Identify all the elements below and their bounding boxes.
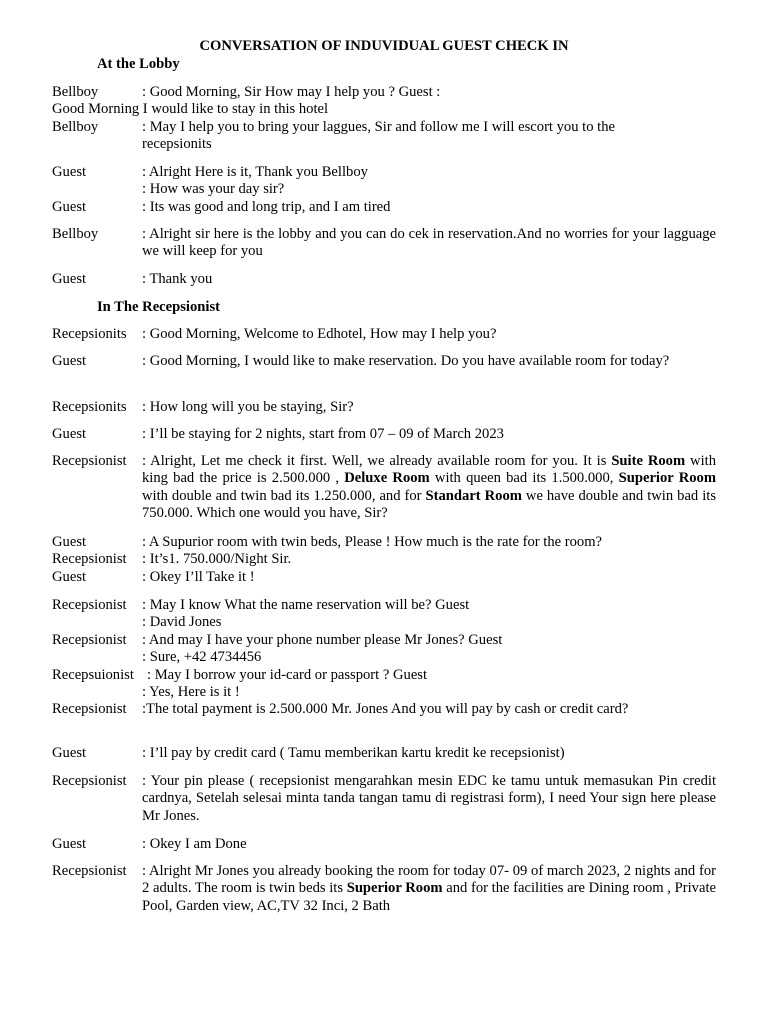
- utterance: Good Morning I would like to stay in this hotel: [52, 101, 329, 117]
- dialogue-block: [52, 226, 716, 261]
- room-type-standart: Standart Room: [425, 487, 522, 504]
- utterance: : May I borrow your id-card or passport ? Guest: [147, 667, 428, 683]
- page-title: CONVERSATION OF INDUVIDUAL GUEST CHECK IN: [199, 38, 569, 54]
- room-type-superior: Superior Room: [618, 470, 716, 487]
- utterance: : Good Morning, I would like to make reservation. Do you have available room for today?: [142, 353, 670, 369]
- dialogue-line: [52, 119, 716, 136]
- speaker: Recepsionist: [52, 863, 127, 879]
- dialogue-continuation: : How was your day sir?: [142, 181, 285, 197]
- utterance: : Good Morning, Sir How may I help you ? Guest :: [142, 84, 441, 100]
- speaker: Guest: [52, 836, 87, 852]
- dialogue-line: [52, 534, 716, 551]
- dialogue-line: [52, 667, 716, 684]
- utterance: : Good Morning, Welcome to Edhotel, How may I help you?: [142, 326, 497, 342]
- dialogue-line: [52, 399, 716, 416]
- speaker: Bellboy: [52, 84, 99, 100]
- dialogue-block: [52, 453, 716, 522]
- speaker: Guest: [52, 353, 87, 369]
- utterance: : May I help you to bring your laggues, Sir and follow me I will escort you to the: [142, 119, 615, 135]
- room-type-superior: Superior Room: [346, 880, 443, 897]
- section-heading-lobby: At the Lobby: [97, 56, 180, 72]
- utterance: : Your pin please ( recepsionist mengarahkan mesin EDC ke tamu untuk memasukan Pin credit cardnya, Setelah selesai minta tanda tangan tamu di registrasi form), I need Your sign here please Mr Jones.: [142, 773, 716, 824]
- speaker: Guest: [52, 745, 87, 761]
- utterance: : And may I have your phone number please Mr Jones? Guest: [142, 632, 503, 648]
- dialogue-block: [52, 353, 716, 370]
- dialogue-line: [52, 597, 716, 614]
- utterance: : How long will you be staying, Sir?: [142, 399, 354, 415]
- dialogue-line: [52, 101, 716, 118]
- utterance: : Its was good and long trip, and I am tired: [142, 199, 391, 215]
- utterance: : Alright Mr Jones you already booking the room for today 07- 09 of march 2023, 2 nights and for 2 adults. The room is twin beds its Superior Room and for the facilities are Dining room , Private Pool, Garden view, AC,TV 32 Inci, 2 Bath: [142, 863, 716, 914]
- dialogue-continuation: : Yes, Here is it !: [142, 684, 240, 700]
- utterance: : I’ll be staying for 2 nights, start from 07 – 09 of March 2023: [142, 426, 504, 442]
- dialogue-line: [52, 199, 716, 216]
- room-type-suite: Suite Room: [611, 453, 686, 469]
- section-heading-recepsionist: In The Recepsionist: [97, 299, 220, 315]
- dialogue-line: [52, 569, 716, 586]
- dialogue-block: [52, 701, 716, 718]
- speaker: Recepsionits: [52, 399, 127, 415]
- room-type-deluxe: Deluxe Room: [344, 470, 430, 487]
- dialogue-line: [52, 164, 716, 181]
- dialogue-block: [52, 863, 716, 915]
- dialogue-continuation: recepsionits: [142, 136, 212, 152]
- speaker: Recepsionist: [52, 597, 127, 613]
- dialogue-line: [52, 271, 716, 288]
- dialogue-line: [52, 836, 716, 853]
- dialogue-line: [52, 745, 716, 762]
- dialogue-line: [52, 84, 716, 101]
- dialogue-continuation: : Sure, +42 4734456: [142, 649, 262, 665]
- dialogue-line: [52, 326, 716, 343]
- utterance: : Alright, Let me check it first. Well, we already available room for you. It is Suite Room with king bad the price is 2.500.000 , Deluxe Room with queen bad its 1.500.000, Superior Room with double and twin bad its 1.250.000, and for Standart Room we have double and twin bad its 750.000. Which one would you have, Sir?: [142, 453, 716, 521]
- utterance: : Okey I’ll Take it !: [142, 569, 255, 585]
- speaker: Guest: [52, 199, 87, 215]
- speaker: Guest: [52, 569, 87, 585]
- speaker: Recepsionist: [52, 701, 127, 717]
- speaker: Bellboy: [52, 119, 99, 135]
- speaker: Recepsionist: [52, 632, 127, 648]
- dialogue-line: [52, 551, 716, 568]
- speaker: Recepsuionist: [52, 667, 134, 683]
- dialogue-line: [52, 632, 716, 649]
- dialogue-continuation: : David Jones: [142, 614, 222, 630]
- speaker: Recepsionist: [52, 453, 127, 469]
- utterance: : Alright Here is it, Thank you Bellboy: [142, 164, 368, 180]
- utterance: :The total payment is 2.500.000 Mr. Jones And you will pay by cash or credit card?: [142, 701, 629, 717]
- dialogue-line: [52, 426, 716, 443]
- speaker: Guest: [52, 534, 87, 550]
- speaker: Guest: [52, 164, 87, 180]
- utterance: : I’ll pay by credit card ( Tamu memberikan kartu kredit ke recepsionist): [142, 745, 565, 761]
- utterance: : Okey I am Done: [142, 836, 247, 852]
- utterance: : May I know What the name reservation will be? Guest: [142, 597, 470, 613]
- speaker: Guest: [52, 426, 87, 442]
- speaker: Guest: [52, 271, 87, 287]
- utterance: : It’s1. 750.000/Night Sir.: [142, 551, 292, 567]
- utterance: : Thank you: [142, 271, 213, 287]
- speaker: Recepsionits: [52, 326, 127, 342]
- dialogue-block: [52, 773, 716, 825]
- utterance: : A Supurior room with twin beds, Please ! How much is the rate for the room?: [142, 534, 603, 550]
- speaker: Recepsionist: [52, 551, 127, 567]
- speaker: Bellboy: [52, 226, 99, 242]
- speaker: Recepsionist: [52, 773, 127, 789]
- utterance: : Alright sir here is the lobby and you can do cek in reservation.And no worries for your lagguage we will keep for you: [142, 226, 716, 260]
